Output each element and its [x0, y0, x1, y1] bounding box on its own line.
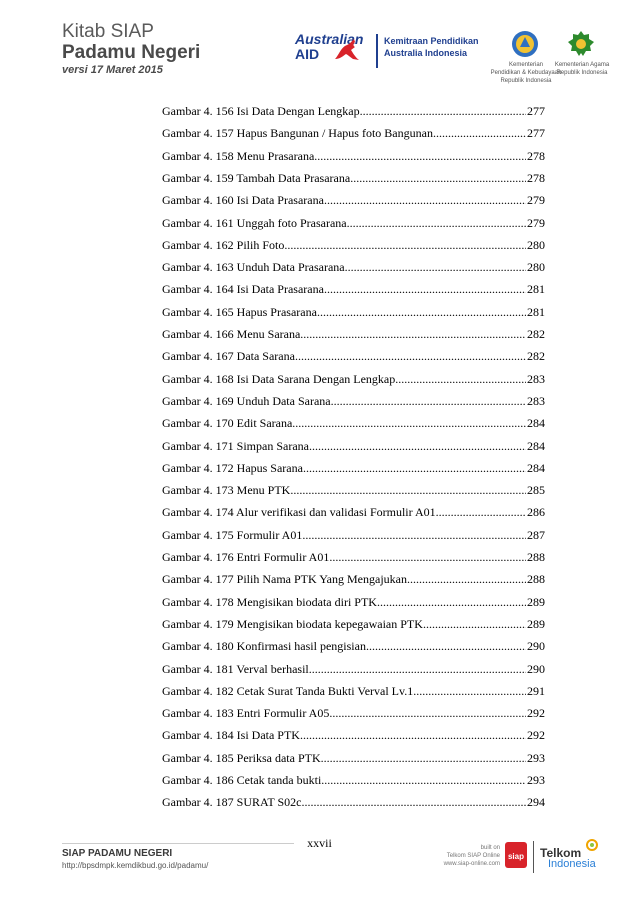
toc-entry-label: Gambar 4. 171 Simpan Sarana. [162, 438, 312, 453]
toc-entry-page: 286 [527, 505, 545, 520]
toc-entry-leader [312, 439, 526, 454]
toc-entry-label: Gambar 4. 169 Unduh Data Sarana [162, 393, 331, 408]
toc-entry[interactable] [162, 705, 545, 721]
toc-entry-label: Gambar 4. 164 Isi Data Prasarana. [162, 282, 327, 297]
toc-entry-page: 292 [527, 728, 545, 743]
telkom-logo-line2: Indonesia [548, 858, 596, 870]
toc-entry-page: 284 [527, 438, 545, 453]
aid-logo-line1: Australian [295, 31, 364, 47]
toc-entry-label: Gambar 4. 168 Isi Data Sarana Dengan Lengkap [162, 371, 396, 386]
toc-entry-leader [321, 751, 526, 766]
toc-entry-label: Gambar 4. 181 Verval berhasil [162, 661, 309, 676]
toc-entry-page: 277 [527, 104, 545, 118]
toc-entry-leader [347, 216, 526, 231]
partnership-text [384, 35, 479, 59]
toc-entry-label: Gambar 4. 185 Periksa data PTK [162, 750, 321, 765]
toc-entry[interactable] [162, 638, 545, 654]
kemdikbud-emblem-icon [510, 29, 540, 59]
toc-entry[interactable] [162, 103, 545, 119]
toc-entry[interactable] [162, 571, 545, 587]
toc-entry-label: Gambar 4. 175 Formulir A01 [162, 527, 303, 542]
toc-entry-label: Gambar 4. 172 Hapus Sarana [162, 460, 303, 475]
toc-entry-leader [295, 349, 526, 364]
toc-entry-label: Gambar 4. 176 Entri Formulir A01 [162, 550, 330, 564]
page-number: xxvii [307, 836, 332, 850]
toc-entry-leader [377, 595, 526, 610]
toc-entry-leader [366, 639, 526, 654]
toc-entry-label: Gambar 4. 165 Hapus Prasarana [162, 304, 317, 319]
kemenag-emblem-icon [566, 29, 596, 59]
toc-entry-label: Gambar 4. 160 Isi Data Prasarana [162, 193, 324, 208]
toc-entry[interactable] [162, 125, 545, 141]
toc-entry-leader [410, 572, 526, 587]
toc-entry-page: 284 [527, 460, 545, 475]
toc-entry-page: 285 [527, 483, 545, 498]
toc-entry-leader [329, 550, 526, 565]
toc-entry[interactable] [162, 549, 545, 565]
toc-entry-label: Gambar 4. 156 Isi Data Dengan Lengkap [162, 104, 360, 118]
telkom-logo-line1: Telkom [540, 846, 582, 860]
footer-divider [62, 843, 294, 844]
footer-title: SIAP PADAMU NEGERI [62, 848, 173, 859]
toc-entry[interactable] [162, 616, 545, 632]
toc-entry-leader [292, 416, 526, 431]
toc-entry-label: Gambar 4. 179 Mengisikan biodata kepegawaian PTK [162, 616, 423, 631]
toc-entry-label: Gambar 4. 166 Menu Sarana [162, 327, 301, 341]
toc-entry-label: Gambar 4. 157 Hapus Bangunan / Hapus foto Bangunan [162, 126, 433, 141]
toc-entry[interactable] [162, 371, 545, 387]
toc-entry-page: 293 [527, 750, 545, 765]
toc-entry[interactable] [162, 215, 545, 231]
toc-entry-leader [433, 126, 526, 141]
toc-entry-label: Gambar 4. 162 Pilih Foto [162, 237, 285, 252]
toc-entry-leader [395, 372, 526, 387]
toc-entry-page: 280 [527, 237, 545, 252]
toc-entry-page: 283 [527, 371, 545, 386]
toc-entry[interactable] [162, 460, 545, 476]
toc-entry-label: Gambar 4. 186 Cetak tanda bukti [162, 773, 322, 787]
toc-entry-page: 287 [527, 527, 545, 542]
document-title: Kitab SIAP [62, 21, 154, 42]
built-on-line2: Telkom SIAP Online [446, 853, 500, 859]
toc-entry-leader [290, 483, 526, 498]
document-subtitle: Padamu Negeri [62, 42, 201, 63]
toc-entry-label: Gambar 4. 159 Tambah Data Prasarana [162, 170, 351, 185]
toc-entry-page: 291 [527, 683, 545, 698]
toc-entry-label: Gambar 4. 167 Data Sarana [162, 349, 295, 364]
header-divider [376, 34, 378, 68]
toc-entry[interactable] [162, 304, 545, 320]
toc-entry-label: Gambar 4. 170 Edit Sarana [162, 416, 293, 431]
toc-entry-page: 290 [527, 639, 545, 654]
siap-logo-text: siap [507, 852, 525, 861]
toc-entry-page: 279 [527, 215, 545, 230]
toc-entry-page: 289 [527, 594, 545, 609]
telkom-sun-icon [585, 838, 599, 852]
toc-entry-leader [309, 662, 526, 677]
toc-entry[interactable] [162, 504, 545, 520]
toc-entry[interactable] [162, 750, 545, 766]
toc-entry[interactable] [162, 281, 545, 297]
toc-entry-label: Gambar 4. 161 Unggah foto Prasarana [162, 215, 347, 230]
toc-entry-page: 278 [527, 148, 545, 163]
toc-entry[interactable] [162, 326, 545, 342]
kemenag-caption [546, 61, 618, 77]
toc-entry-leader [350, 171, 526, 186]
toc-entry-page: 282 [527, 349, 545, 364]
toc-entry-leader [327, 282, 526, 297]
toc-entry[interactable] [162, 661, 545, 677]
toc-entry-leader [331, 394, 526, 409]
kemenag-caption-line2: Republik Indonesia [556, 70, 608, 76]
toc-entry[interactable] [162, 794, 545, 810]
toc-entry-page: 284 [527, 416, 545, 431]
footer-logo-divider [533, 841, 534, 873]
kemdikbud-caption-line2: Pendidikan & Kebudayaan [490, 70, 562, 76]
toc-entry-leader [300, 728, 526, 743]
toc-entry[interactable] [162, 237, 545, 253]
kemenag-caption-line1: Kementerian Agama [554, 62, 610, 68]
toc-entry[interactable] [162, 438, 545, 454]
toc-entry-leader [317, 305, 526, 320]
toc-entry-page: 282 [527, 327, 545, 341]
australian-aid-logo [295, 31, 373, 71]
toc-entry-leader [301, 795, 526, 810]
toc-entry-label: Gambar 4. 184 Isi Data PTK [162, 728, 300, 743]
toc-entry-label: Gambar 4. 180 Konfirmasi hasil pengisian [162, 639, 366, 654]
toc-entry[interactable] [162, 727, 545, 743]
built-on-line1: built on [480, 845, 500, 851]
toc-entry-leader [284, 238, 526, 253]
toc-entry-leader [436, 505, 526, 520]
toc-entry[interactable] [162, 594, 545, 610]
toc-entry-label: Gambar 4. 158 Menu Prasarana [162, 148, 315, 163]
toc-entry[interactable] [162, 393, 545, 409]
toc-entry-page: 292 [527, 706, 545, 721]
toc-entry-page: 288 [527, 550, 545, 564]
toc-entry-page: 277 [527, 126, 545, 141]
aid-logo-line2: AID [295, 46, 320, 62]
toc-entry-leader [300, 327, 526, 342]
toc-entry-page: 281 [527, 282, 545, 297]
toc-entry-page: 280 [527, 260, 545, 275]
toc-entry-label: Gambar 4. 173 Menu PTK [162, 483, 291, 498]
toc-entry-page: 281 [527, 304, 545, 319]
toc-entry-page: 293 [527, 773, 545, 787]
toc-entry-leader [345, 260, 526, 275]
toc-entry-leader [360, 104, 526, 119]
toc-entry-label: Gambar 4. 174 Alur verifikasi dan validasi Formulir A01 [162, 505, 436, 520]
siap-logo-icon [504, 841, 528, 869]
toc-entry[interactable] [162, 259, 545, 275]
built-on-line3: www.siap-online.com [443, 861, 500, 867]
toc-entry-leader [314, 149, 526, 164]
toc-entry[interactable] [162, 415, 545, 431]
toc-entry-leader [321, 773, 526, 788]
toc-entry[interactable] [162, 170, 545, 186]
toc-entry-leader [303, 461, 526, 476]
toc-entry-label: Gambar 4. 183 Entri Formulir A05 [162, 706, 330, 721]
toc-entry[interactable] [162, 192, 545, 208]
toc-entry[interactable] [162, 527, 545, 543]
built-on-note [400, 844, 500, 868]
toc-entry-page: 288 [527, 572, 545, 587]
toc-entry[interactable] [162, 482, 545, 498]
toc-entry[interactable] [162, 683, 545, 699]
toc-entry-label: Gambar 4. 163 Unduh Data Prasarana [162, 260, 345, 275]
toc-entry-leader [329, 706, 526, 721]
toc-entry-page: 294 [527, 795, 545, 810]
toc-entry[interactable] [162, 772, 545, 788]
partnership-line1: Kemitraan Pendidikan [384, 36, 479, 46]
toc-entry-page: 279 [527, 193, 545, 208]
toc-entry-leader [302, 528, 526, 543]
toc-entry-leader [413, 684, 526, 699]
toc-entry-label: Gambar 4. 178 Mengisikan biodata diri PTK [162, 594, 377, 609]
kangaroo-icon [331, 37, 361, 63]
kemdikbud-caption-line3: Republik Indonesia [500, 78, 552, 84]
kemdikbud-caption-line1: Kementerian [508, 62, 544, 68]
toc-entry-leader [324, 193, 526, 208]
toc-entry-leader [423, 617, 526, 632]
toc-entry-label: Gambar 4. 182 Cetak Surat Tanda Bukti Verval Lv.1 [162, 683, 414, 698]
toc-entry[interactable] [162, 348, 545, 364]
toc-entry-page: 283 [527, 393, 545, 408]
partnership-line2: Australia Indonesia [384, 48, 468, 58]
toc-entry[interactable] [162, 148, 545, 164]
toc-entry-label: Gambar 4. 177 Pilih Nama PTK Yang Mengajukan. [162, 572, 410, 587]
document-version: versi 17 Maret 2015 [62, 64, 163, 76]
toc-entry-page: 278 [527, 170, 545, 185]
toc-entry-label: Gambar 4. 187 SURAT S02c [162, 795, 302, 810]
footer-url: http://bpsdmpk.kemdikbud.go.id/padamu/ [62, 861, 209, 870]
toc-entry-page: 290 [527, 661, 545, 676]
toc-entry-page: 289 [527, 616, 545, 631]
